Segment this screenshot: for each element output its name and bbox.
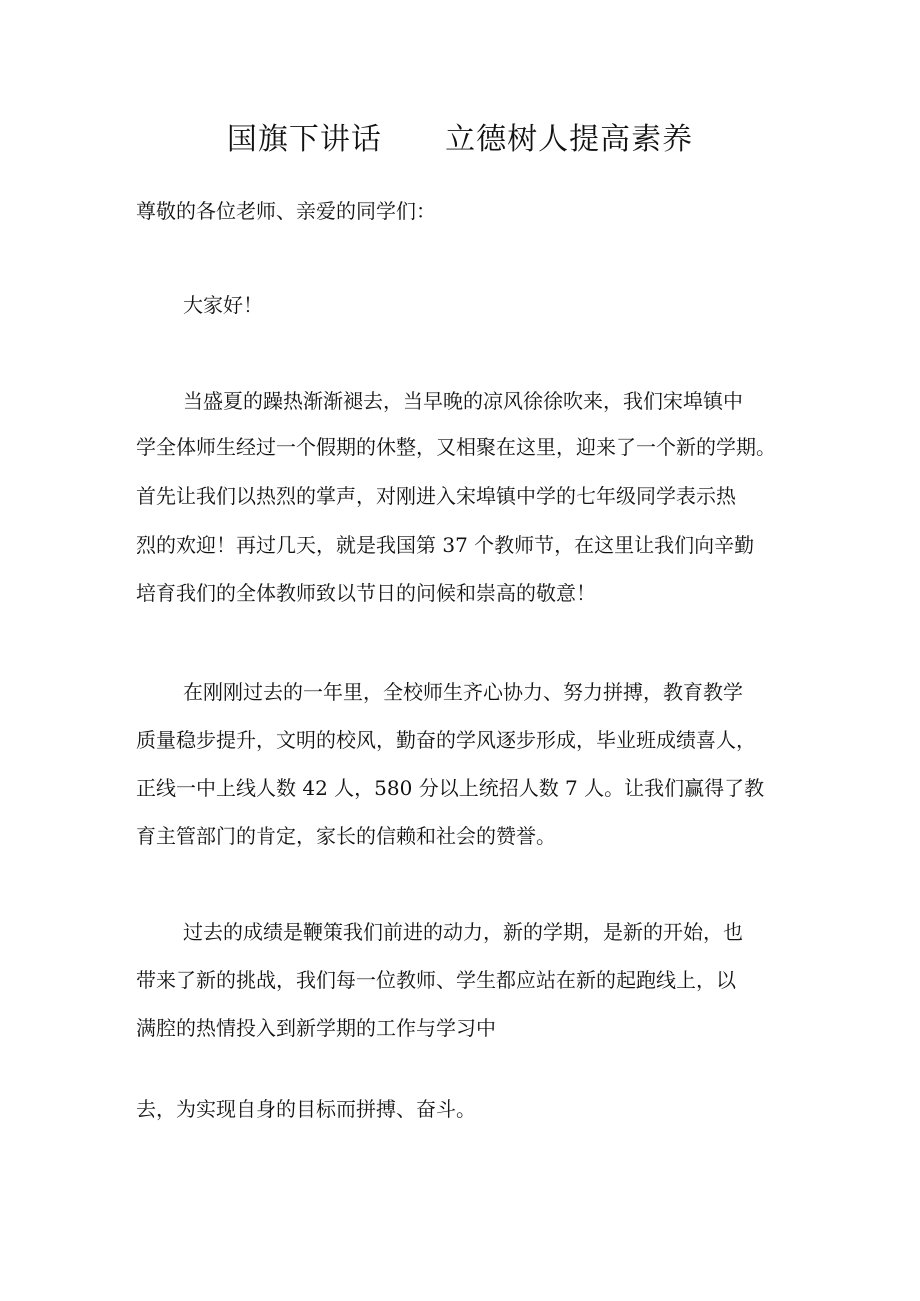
paragraph-line: 学全体师生经过一个假期的休整，又相聚在这里，迎来了一个新的学期。 bbox=[136, 435, 776, 459]
paragraph-line: 当盛夏的躁热渐渐褪去，当早晚的凉风徐徐吹来，我们宋埠镇中 bbox=[183, 389, 743, 413]
paragraph-line: 质量稳步提升，文明的校风，勤奋的学风逐步形成，毕业班成绩喜人， bbox=[136, 728, 756, 752]
paragraph-line: 带来了新的挑战，我们每一位教师、学生都应站在新的起跑线上，以 bbox=[136, 968, 736, 992]
paragraph-line: 育主管部门的肯定，家长的信赖和社会的赞誉。 bbox=[136, 824, 556, 848]
paragraph-line: 首先让我们以热烈的掌声，对刚进入宋埠镇中学的七年级同学表示热 bbox=[136, 484, 736, 508]
paragraph-line: 去，为实现自身的目标而拼搏、奋斗。 bbox=[136, 1097, 476, 1121]
page-title: 国旗下讲话 立德树人提高素养 bbox=[226, 122, 694, 157]
paragraph-line: 正线一中上线人数 42 人，580 分以上统招人数 7 人。让我们赢得了教 bbox=[136, 776, 765, 800]
paragraph-line: 培育我们的全体教师致以节日的问候和崇高的敬意！ bbox=[136, 581, 596, 605]
salutation-text: 尊敬的各位老师、亲爱的同学们： bbox=[136, 199, 436, 223]
paragraph-line: 在刚刚过去的一年里，全校师生齐心协力、努力拼搏，教育教学 bbox=[183, 680, 743, 704]
paragraph-line: 烈的欢迎！再过几天，就是我国第 37 个教师节，在这里让我们向辛勤 bbox=[136, 533, 755, 557]
greeting-text: 大家好！ bbox=[183, 293, 263, 317]
paragraph-line: 过去的成绩是鞭策我们前进的动力，新的学期，是新的开始，也 bbox=[183, 920, 743, 944]
paragraph-line: 满腔的热情投入到新学期的工作与学习中 bbox=[136, 1016, 496, 1040]
